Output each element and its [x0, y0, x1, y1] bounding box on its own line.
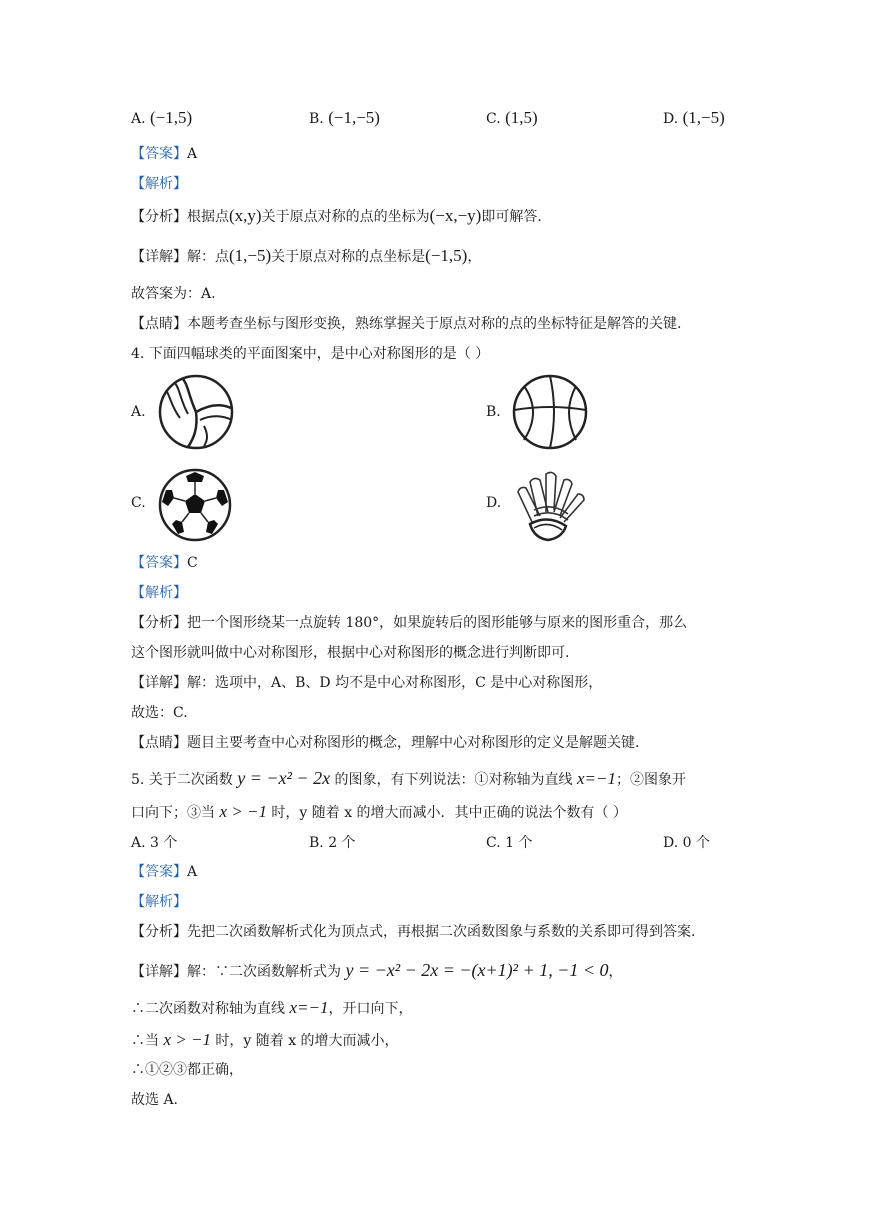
- q3-conclusion: 故答案为：A.: [131, 286, 216, 302]
- q3-option-a: A. (−1,5): [131, 108, 193, 127]
- q5-step1: ∴二次函数对称轴为直线 x=−1，开口向下，: [131, 998, 413, 1017]
- q4-conclusion: 故选：C.: [131, 705, 188, 721]
- q4-analysis-tag: 【解析】: [131, 585, 187, 601]
- shuttlecock-icon: [512, 466, 592, 546]
- q5-xiangjie: 【详解】解：∵二次函数解析式为 y = −x² − 2x = −(x+1)² + 1, −1 < 0，: [131, 960, 623, 980]
- volleyball-icon: [158, 374, 234, 450]
- q5-answer: 【答案】A: [131, 864, 198, 880]
- q3-analysis-tag: 【解析】: [131, 176, 187, 192]
- q4-label-b: B.: [486, 404, 501, 420]
- basketball-icon: [512, 374, 588, 450]
- q5-fenxi: 【分析】先把二次函数解析式化为顶点式，再根据二次函数图象与系数的关系即可得到答案.: [131, 924, 696, 940]
- q4-fenxi-line2: 这个图形就叫做中心对称图形，根据中心对称图形的概念进行判断即可.: [131, 645, 570, 661]
- q5-step2: ∴当 x > −1 时，y 随着 x 的增大而减小，: [131, 1030, 399, 1049]
- q5-option-d: D. 0 个: [663, 835, 710, 851]
- q5-question-line2: 口向下；③当 x > −1 时，y 随着 x 的增大而减小．其中正确的说法个数有（ ）: [131, 802, 628, 821]
- q4-xiangjie: 【详解】解：选项中，A、B、D 均不是中心对称图形，C 是中心对称图形，: [131, 675, 603, 691]
- soccer-ball-icon: [158, 468, 232, 542]
- q4-dianjing: 【点睛】题目主要考查中心对称图形的概念，理解中心对称图形的定义是解题关键.: [131, 735, 640, 751]
- q5-conclusion: 故选 A.: [131, 1092, 179, 1108]
- q4-fenxi-line1: 【分析】把一个图形绕某一点旋转 180°，如果旋转后的图形能够与原来的图形重合，那么: [131, 615, 688, 631]
- q3-option-d: D. (1,−5): [663, 108, 725, 127]
- q4-label-c: C.: [131, 495, 146, 511]
- q3-option-c: C. (1,5): [486, 108, 538, 127]
- q3-xiangjie: 【详解】解：点(1,−5)关于原点对称的点坐标是(−1,5)，: [131, 246, 482, 265]
- q5-step3: ∴①②③都正确，: [131, 1062, 243, 1078]
- q5-option-a: A. 3 个: [131, 835, 178, 851]
- q3-dianjing: 【点睛】本题考查坐标与图形变换，熟练掌握关于原点对称的点的坐标特征是解答的关键.: [131, 316, 682, 332]
- q4-question: 4. 下面四幅球类的平面图案中，是中心对称图形的是（ ）: [131, 346, 490, 362]
- q4-label-a: A.: [131, 404, 146, 420]
- q4-answer: 【答案】C: [131, 555, 198, 571]
- q5-analysis-tag: 【解析】: [131, 894, 187, 910]
- q5-option-c: C. 1 个: [486, 835, 533, 851]
- q4-label-d: D.: [486, 495, 502, 511]
- q5-question-line1: 5. 关于二次函数 y = −x² − 2x 的图象，有下列说法：①对称轴为直线 x=−1；②图象开: [131, 768, 686, 788]
- q5-option-b: B. 2 个: [309, 835, 356, 851]
- q3-fenxi: 【分析】根据点(x,y)关于原点对称的点的坐标为(−x,−y)即可解答.: [131, 206, 542, 225]
- q3-answer: 【答案】A: [131, 146, 198, 162]
- q3-option-b: B. (−1,−5): [309, 108, 380, 127]
